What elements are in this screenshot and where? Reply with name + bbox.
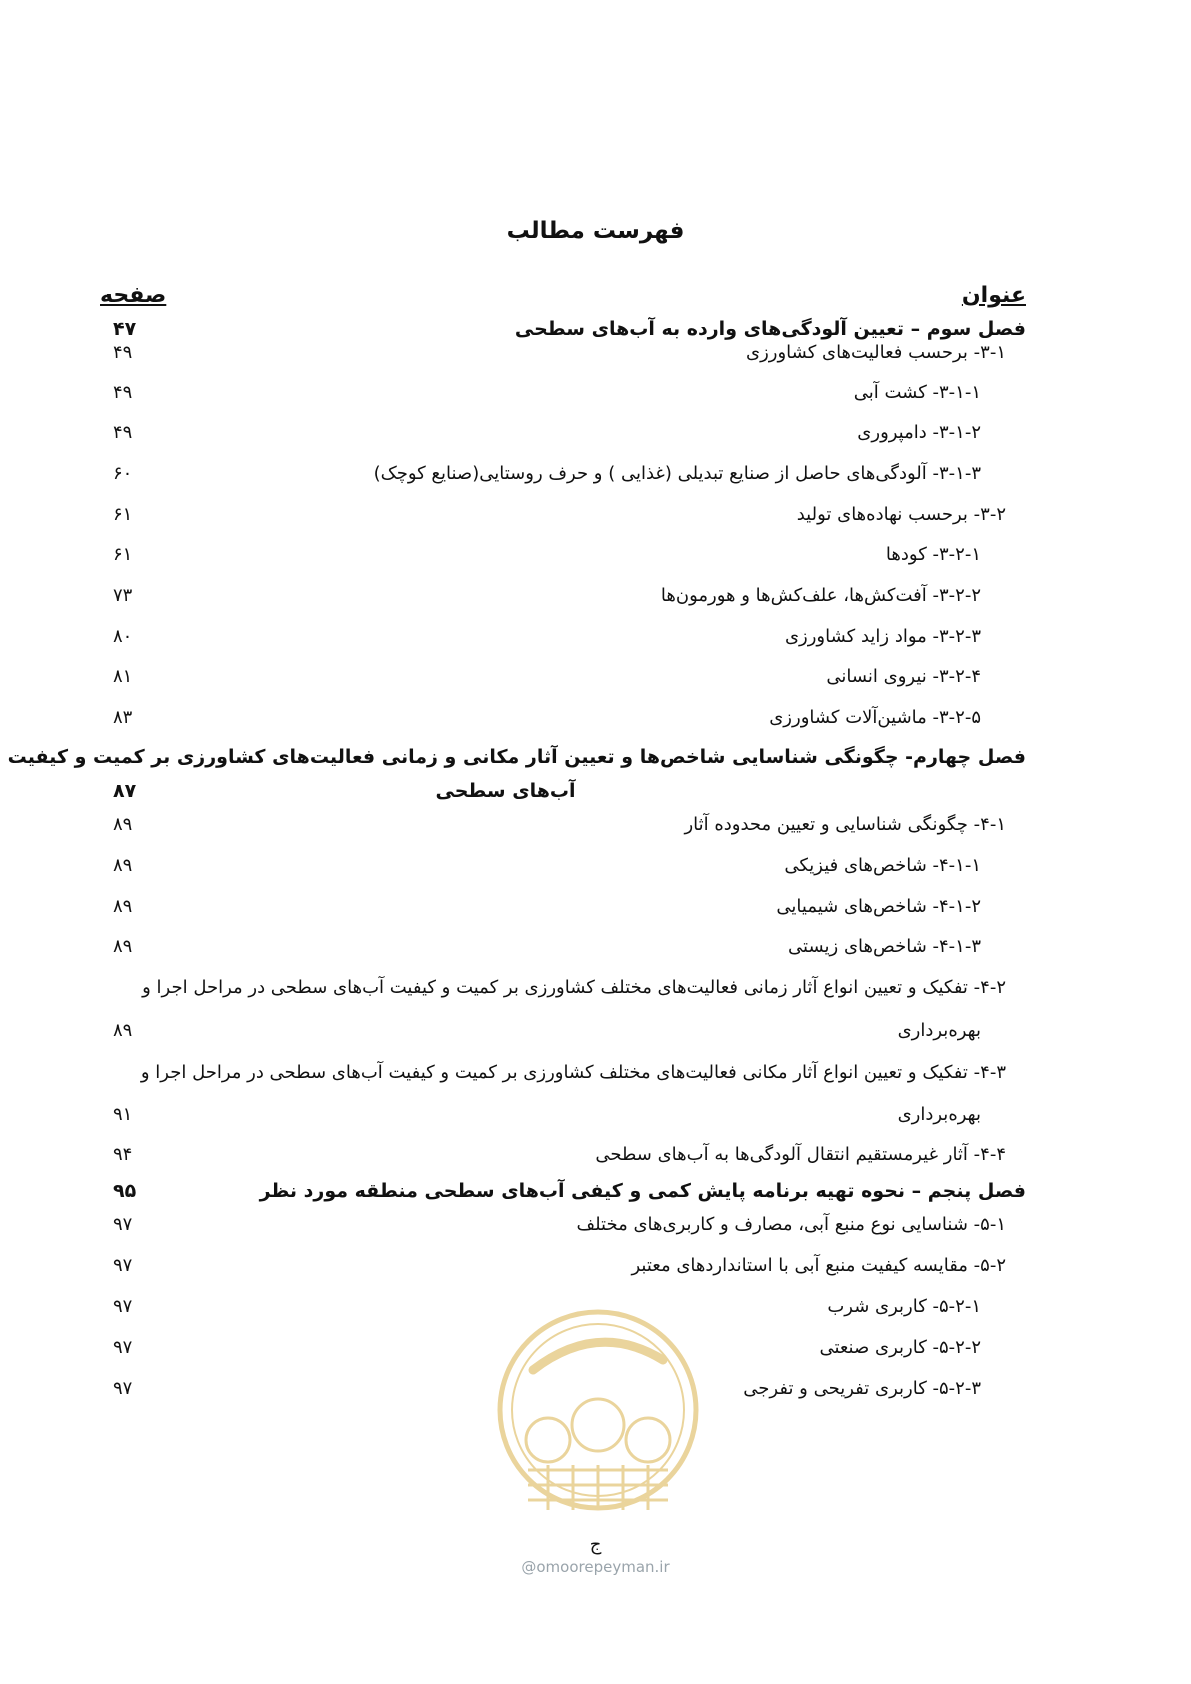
toc-entry-page: ۸۹ [113, 936, 133, 957]
title-column-header: عنوان [961, 283, 1026, 308]
toc-entry-title: فصل پنجم – نحوه تهیه برنامه پایش کمی و کیفی آب‌های سطحی منطقه مورد نظر [259, 1180, 1026, 1202]
toc-entry-title: ۴-۱-۱- شاخص‌های فیزیکی [784, 855, 981, 876]
toc-entry-page: ۴۹ [113, 422, 133, 443]
toc-entry-page: ۹۷ [113, 1378, 133, 1399]
toc-entry-title: ۵-۱- شناسایی نوع منبع آبی، مصارف و کاربری‌های مختلف [576, 1214, 1006, 1235]
watermark-text: @omoorepeyman.ir [521, 1558, 670, 1576]
toc-entry-title: ۴-۳- تفکیک و تعیین انواع آثار مکانی فعالیت‌های مختلف کشاورزی بر کمیت و کیفیت آب‌های سطحی در مراحل اجرا و [140, 1062, 1006, 1083]
toc-entry-title: ۵-۲- مقایسه کیفیت منبع آبی با استانداردهای معتبر [631, 1255, 1006, 1276]
toc-entry-title: ۳-۲-۵- ماشین‌آلات کشاورزی [769, 707, 981, 728]
toc-entry-page: ۸۰ [113, 626, 133, 647]
page-number: ج [589, 1534, 602, 1555]
toc-entry-page: ۴۹ [113, 342, 133, 363]
toc-entry-title: ۴-۴- آثار غیرمستقیم انتقال آلودگی‌ها به آب‌های سطحی [595, 1144, 1006, 1165]
toc-entry-title: ۳-۱- برحسب فعالیت‌های کشاورزی [745, 342, 1006, 363]
toc-entry-title: ۳-۲-۱- کودها [885, 544, 981, 565]
toc-entry-title: آب‌های سطحی [435, 780, 576, 802]
toc-entry-page: ۸۹ [113, 814, 133, 835]
toc-entry-page: ۹۷ [113, 1296, 133, 1317]
toc-entry-page: ۸۳ [113, 707, 133, 728]
toc-entry-page: ۹۷ [113, 1255, 133, 1276]
toc-entry-page: ۴۷ [113, 318, 137, 340]
toc-entry-page: ۶۰ [113, 463, 133, 484]
toc-entry-title: ۳-۲-۲- آفت‌کش‌ها، علف‌کش‌ها و هورمون‌ها [660, 585, 981, 606]
toc-entry-page: ۸۹ [113, 855, 133, 876]
toc-entry-title: ۵-۲-۱- کاربری شرب [827, 1296, 981, 1317]
toc-entry-title: ۳-۱-۲- دامپروری [857, 422, 981, 443]
toc-entry-page: ۹۷ [113, 1337, 133, 1358]
page-title: فهرست مطالب [506, 218, 685, 244]
toc-entry-page: ۸۷ [113, 780, 137, 802]
toc-entry-page: ۷۳ [113, 585, 133, 606]
toc-entry-page: ۹۴ [113, 1144, 133, 1165]
toc-entry-title: ۳-۲-۳- مواد زاید کشاورزی [784, 626, 981, 647]
toc-entry-page: ۹۷ [113, 1214, 133, 1235]
toc-entry-page: ۹۱ [113, 1104, 133, 1125]
toc-entry-title: ۳-۲- برحسب نهاده‌های تولید [796, 504, 1006, 525]
toc-entry-title: ۴-۱-۲- شاخص‌های شیمیایی [776, 896, 981, 917]
toc-entry-title: ۳-۱-۱- کشت آبی [853, 382, 981, 403]
toc-entry-title: بهره‌برداری [897, 1104, 981, 1125]
toc-entry-title: بهره‌برداری [897, 1020, 981, 1041]
toc-entry-page: ۸۹ [113, 896, 133, 917]
toc-entry-title: فصل سوم – تعیین آلودگی‌های وارده به آب‌های سطحی [514, 318, 1026, 340]
page-column-header: صفحه [100, 283, 167, 308]
toc-entry-title: ۴-۱- چگونگی شناسایی و تعیین محدوده آثار [684, 814, 1006, 835]
toc-entry-page: ۶۱ [113, 544, 133, 565]
toc-entry-title: ۴-۱-۳- شاخص‌های زیستی [788, 936, 981, 957]
watermark-seal-icon [493, 1300, 703, 1540]
toc-entry-page: ۸۱ [113, 666, 133, 687]
toc-entry-page: ۹۵ [113, 1180, 137, 1202]
toc-entry-title: ۳-۲-۴- نیروی انسانی [826, 666, 981, 687]
toc-entry-page: ۸۹ [113, 1020, 133, 1041]
toc-entry-page: ۴۹ [113, 382, 133, 403]
toc-entry-title: ۵-۲-۲- کاربری صنعتی [819, 1337, 981, 1358]
toc-entry-title: فصل چهارم- چگونگی شناسایی شاخص‌ها و تعیین آثار مکانی و زمانی فعالیت‌های کشاورزی بر کمیت و کیفیت [7, 746, 1026, 768]
toc-entry-page: ۶۱ [113, 504, 133, 525]
toc-entry-title: ۴-۲- تفکیک و تعیین انواع آثار زمانی فعالیت‌های مختلف کشاورزی بر کمیت و کیفیت آب‌های سطحی در مراحل اجرا و [142, 977, 1006, 998]
toc-entry-title: ۵-۲-۳- کاربری تفریحی و تفرجی [743, 1378, 981, 1399]
toc-entry-title: ۳-۱-۳- آلودگی‌های حاصل از صنایع تبدیلی (غذایی ) و حرف روستایی(صنایع کوچک) [373, 463, 981, 484]
